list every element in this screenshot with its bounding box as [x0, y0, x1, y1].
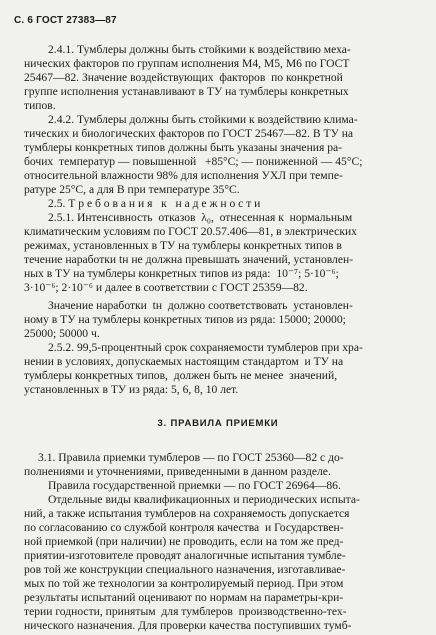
text-line-content: нического назначения. Для проверки качества поступивших тумб- — [24, 619, 352, 632]
section-heading: 3. ПРАВИЛА ПРИЕМКИ — [157, 418, 279, 429]
text-line-content: 25000; 50000 ч. — [24, 327, 100, 340]
text-line-content: Правила государственной приемки — по ГОСТ 26964—86. — [48, 479, 341, 492]
text-line — [0, 605, 436, 619]
text-line-content: нических факторов по группам исполнения М4, М5, М6 по ГОСТ — [24, 57, 350, 70]
text-line — [0, 211, 436, 225]
text-line — [0, 141, 436, 155]
text-line — [0, 85, 436, 99]
text-line-content: Значение наработки tн должно соответствовать установлен- — [48, 299, 353, 312]
text-line-content: бочих температур — повышенной +85°С; — пониженной — 45°С; — [24, 155, 363, 168]
text-line — [0, 127, 436, 141]
text-line — [0, 71, 436, 85]
text-line-content: ратуре 25°С, а для В при температуре 35°С. — [24, 183, 240, 196]
text-line — [0, 577, 436, 591]
text-line — [0, 619, 436, 633]
text-line — [0, 99, 436, 113]
text-line — [0, 535, 436, 549]
text-line-content: 3.1. Правила приемки тумблеров — по ГОСТ 25360—82 с до- — [38, 451, 344, 464]
text-line — [0, 383, 436, 397]
text-line-content: по согласованию со службой контроля качества и Государствен- — [24, 521, 344, 534]
text-line-content: ной приемкой (при наличии) не проводить, если на том же пред- — [24, 535, 344, 548]
text-line-content: группе исполнения устанавливают в ТУ на тумблеры конкретных — [24, 85, 349, 98]
page-header: С. 6 ГОСТ 27383—87 — [14, 15, 117, 26]
text-line-content: тумблеры конкретных типов, должен быть не менее значений, — [24, 369, 338, 382]
text-line-content: 3·10⁻⁶; 2·10⁻⁶ и далее в соответствии с ГОСТ 25359—82. — [24, 281, 308, 294]
text-line-content: ров той же конструкции специального назначения, изготавливае- — [24, 563, 346, 576]
text-line — [0, 521, 436, 535]
text-line — [0, 369, 436, 383]
text-line — [0, 267, 436, 281]
text-line-content: типов. — [24, 99, 56, 112]
text-line-content: тумблеры конкретных типов должны быть указаны значения ра- — [24, 141, 343, 154]
text-line — [0, 281, 436, 295]
text-line-content: Отдельные виды квалификационных и периодических испыта- — [48, 493, 360, 506]
text-line — [0, 225, 436, 239]
text-line — [0, 549, 436, 563]
text-line-content: относительной влажности 98% для исполнения УХЛ при темпе- — [24, 169, 343, 182]
text-line — [0, 591, 436, 605]
text-line — [0, 341, 436, 355]
text-line — [0, 313, 436, 327]
text-line-content: ний, а также испытания тумблеров на сохраняемость допускается — [24, 507, 350, 520]
text-line — [0, 43, 436, 57]
text-line — [0, 253, 436, 267]
text-line-content: 2.5.1. Интенсивность отказов λ₀, отнесенная к нормальным — [48, 211, 353, 224]
text-line-content: режимах, установленных в ТУ на тумблеры конкретных типов в — [24, 239, 342, 252]
text-line-content: 2.5. Т р е б о в а н и я к н а д е ж н о с т и — [48, 197, 261, 210]
text-line-content: мых по той же технологии за контролируемый период. При этом — [24, 577, 344, 590]
text-line — [0, 327, 436, 341]
text-line-content: нении в условиях, допускаемых настоящим стандартом и ТУ на — [24, 355, 344, 368]
text-line — [0, 239, 436, 253]
text-line — [0, 355, 436, 369]
text-line — [0, 155, 436, 169]
text-line-content: ных в ТУ на тумблеры конкретных типов из ряда: 10⁻⁷; 5·10⁻⁶; — [24, 267, 339, 280]
text-line-content: 2.4.1. Тумблеры должны быть стойкими к воздействию меха- — [48, 43, 351, 56]
text-line-content: терии годности, принятым для тумблеров производственно-тех- — [24, 605, 347, 618]
text-line-content: 2.5.2. 99,5-процентный срок сохраняемости тумблеров при хра- — [48, 341, 363, 354]
text-line — [0, 563, 436, 577]
text-line-content: результаты испытаний оценивают по нормам на параметры-кри- — [24, 591, 344, 604]
text-line-content: тических и биологических факторов по ГОСТ 25467—82. В ТУ на — [24, 127, 354, 140]
text-line — [0, 183, 436, 197]
text-line — [0, 169, 436, 183]
text-line-content: полнениями и уточнениями, приведенными в данном разделе. — [24, 465, 331, 478]
text-line-content: 2.4.2. Тумблеры должны быть стойкими к воздействию клима- — [48, 113, 358, 126]
text-line-content: климатическим условиям по ГОСТ 20.57.406—81, в электрических — [24, 225, 357, 238]
text-line-content: 25467—82. Значение воздействующих факторов по конкретной — [24, 71, 343, 84]
text-line — [0, 197, 436, 211]
text-line — [0, 465, 436, 479]
text-line-content: приятии-изготовителе проводят аналогичные испытания тумбле- — [24, 549, 346, 562]
text-line-content: течение наработки tн не должна превышать значений, установлен- — [24, 253, 354, 266]
text-line — [0, 113, 436, 127]
text-line — [0, 57, 436, 71]
text-line — [0, 507, 436, 521]
text-line — [0, 299, 436, 313]
text-line — [0, 479, 436, 493]
text-line — [0, 493, 436, 507]
text-line — [0, 451, 436, 465]
text-line-content: установленных в ТУ из ряда: 5, 6, 8, 10 лет. — [24, 383, 239, 396]
text-line-content: ному в ТУ на тумблеры конкретных типов из ряда: 15000; 20000; — [24, 313, 346, 326]
